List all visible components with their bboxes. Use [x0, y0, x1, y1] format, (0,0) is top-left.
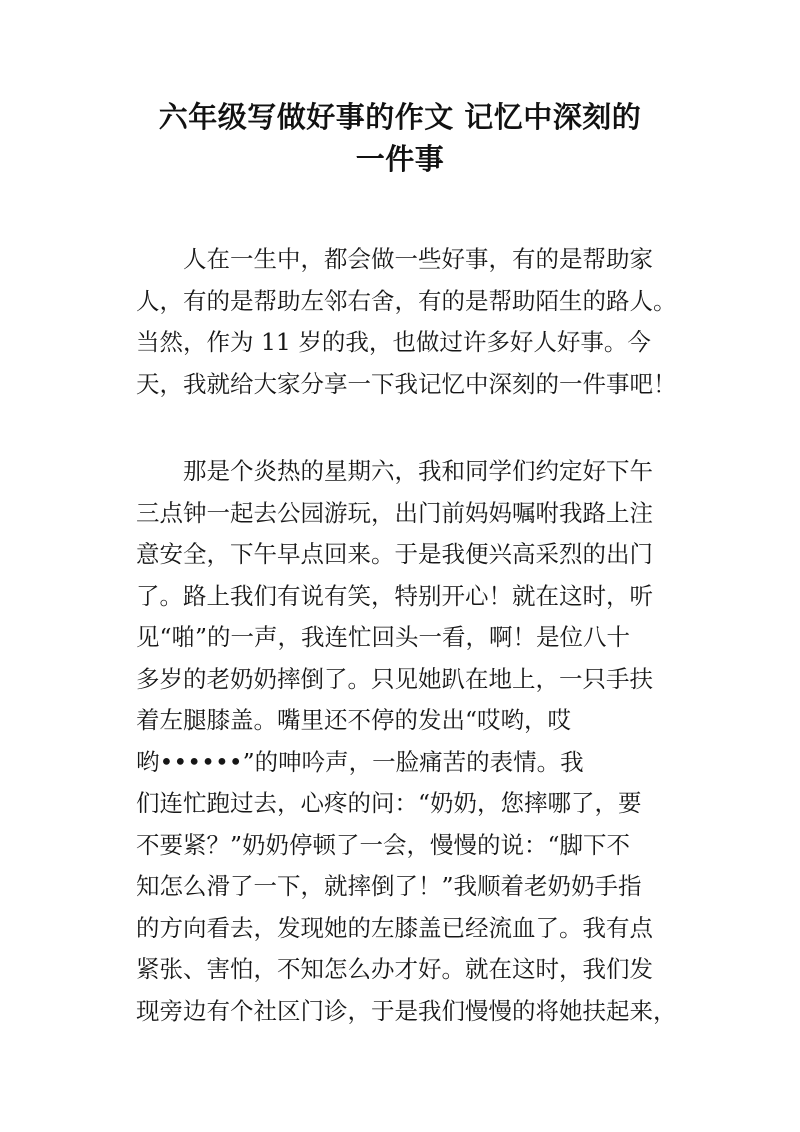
paragraph-line: 紧张、害怕，不知怎么办才好。就在这时，我们发 — [136, 955, 653, 983]
paragraph-line: 哟••••••”的呻吟声，一脸痛苦的表情。我 — [136, 747, 584, 776]
title-line-1: 六年级写做好事的作文 记忆中深刻的 — [158, 100, 642, 134]
paragraph-line: 现旁边有个社区门诊，于是我们慢慢的将她扶起来， — [136, 996, 677, 1025]
paragraph-line: 人在一生中，都会做一些好事，有的是帮助家 — [183, 245, 653, 273]
paragraph-line: 三点钟一起去公园游玩，出门前妈妈嘱咐我路上注 — [136, 498, 653, 527]
paragraph-line: 的方向看去，发现她的左膝盖已经流血了。我有点 — [136, 913, 653, 942]
document-title — [110, 96, 690, 180]
paragraph-line: 不要紧？”奶奶停顿了一会，慢慢的说：“脚下不 — [136, 830, 631, 859]
paragraph-line: 人，有的是帮助左邻右舍，有的是帮助陌生的路人。 — [136, 286, 677, 315]
title-line-2: 一件事 — [355, 142, 445, 176]
paragraph-line: 着左腿膝盖。嘴里还不停的发出“哎哟，哎 — [136, 706, 572, 734]
paragraph-line: 那是个炎热的星期六，我和同学们约定好下午 — [183, 457, 653, 485]
paragraph-line: 见“啪”的一声，我连忙回头一看，啊！是位八十 — [136, 623, 631, 651]
paragraph-line: 知怎么滑了一下，就摔倒了！”我顺着老奶奶手指 — [136, 872, 642, 900]
paragraph-line: 天，我就给大家分享一下我记忆中深刻的一件事吧！ — [136, 369, 677, 398]
paragraph-2 — [136, 451, 676, 1032]
paragraph-line: 意安全，下午早点回来。于是我便兴高采烈的出门 — [136, 540, 653, 568]
paragraph-line: 了。路上我们有说有笑，特别开心！就在这时，听 — [136, 581, 653, 610]
paragraph-line: 们连忙跑过去，心疼的问：“奶奶，您摔哪了，要 — [136, 789, 642, 817]
paragraph-1 — [136, 239, 676, 405]
paragraph-line: 当然，作为 11 岁的我，也做过许多好人好事。今 — [136, 328, 651, 356]
paragraph-line: 多岁的老奶奶摔倒了。只见她趴在地上，一只手扶 — [136, 664, 653, 693]
